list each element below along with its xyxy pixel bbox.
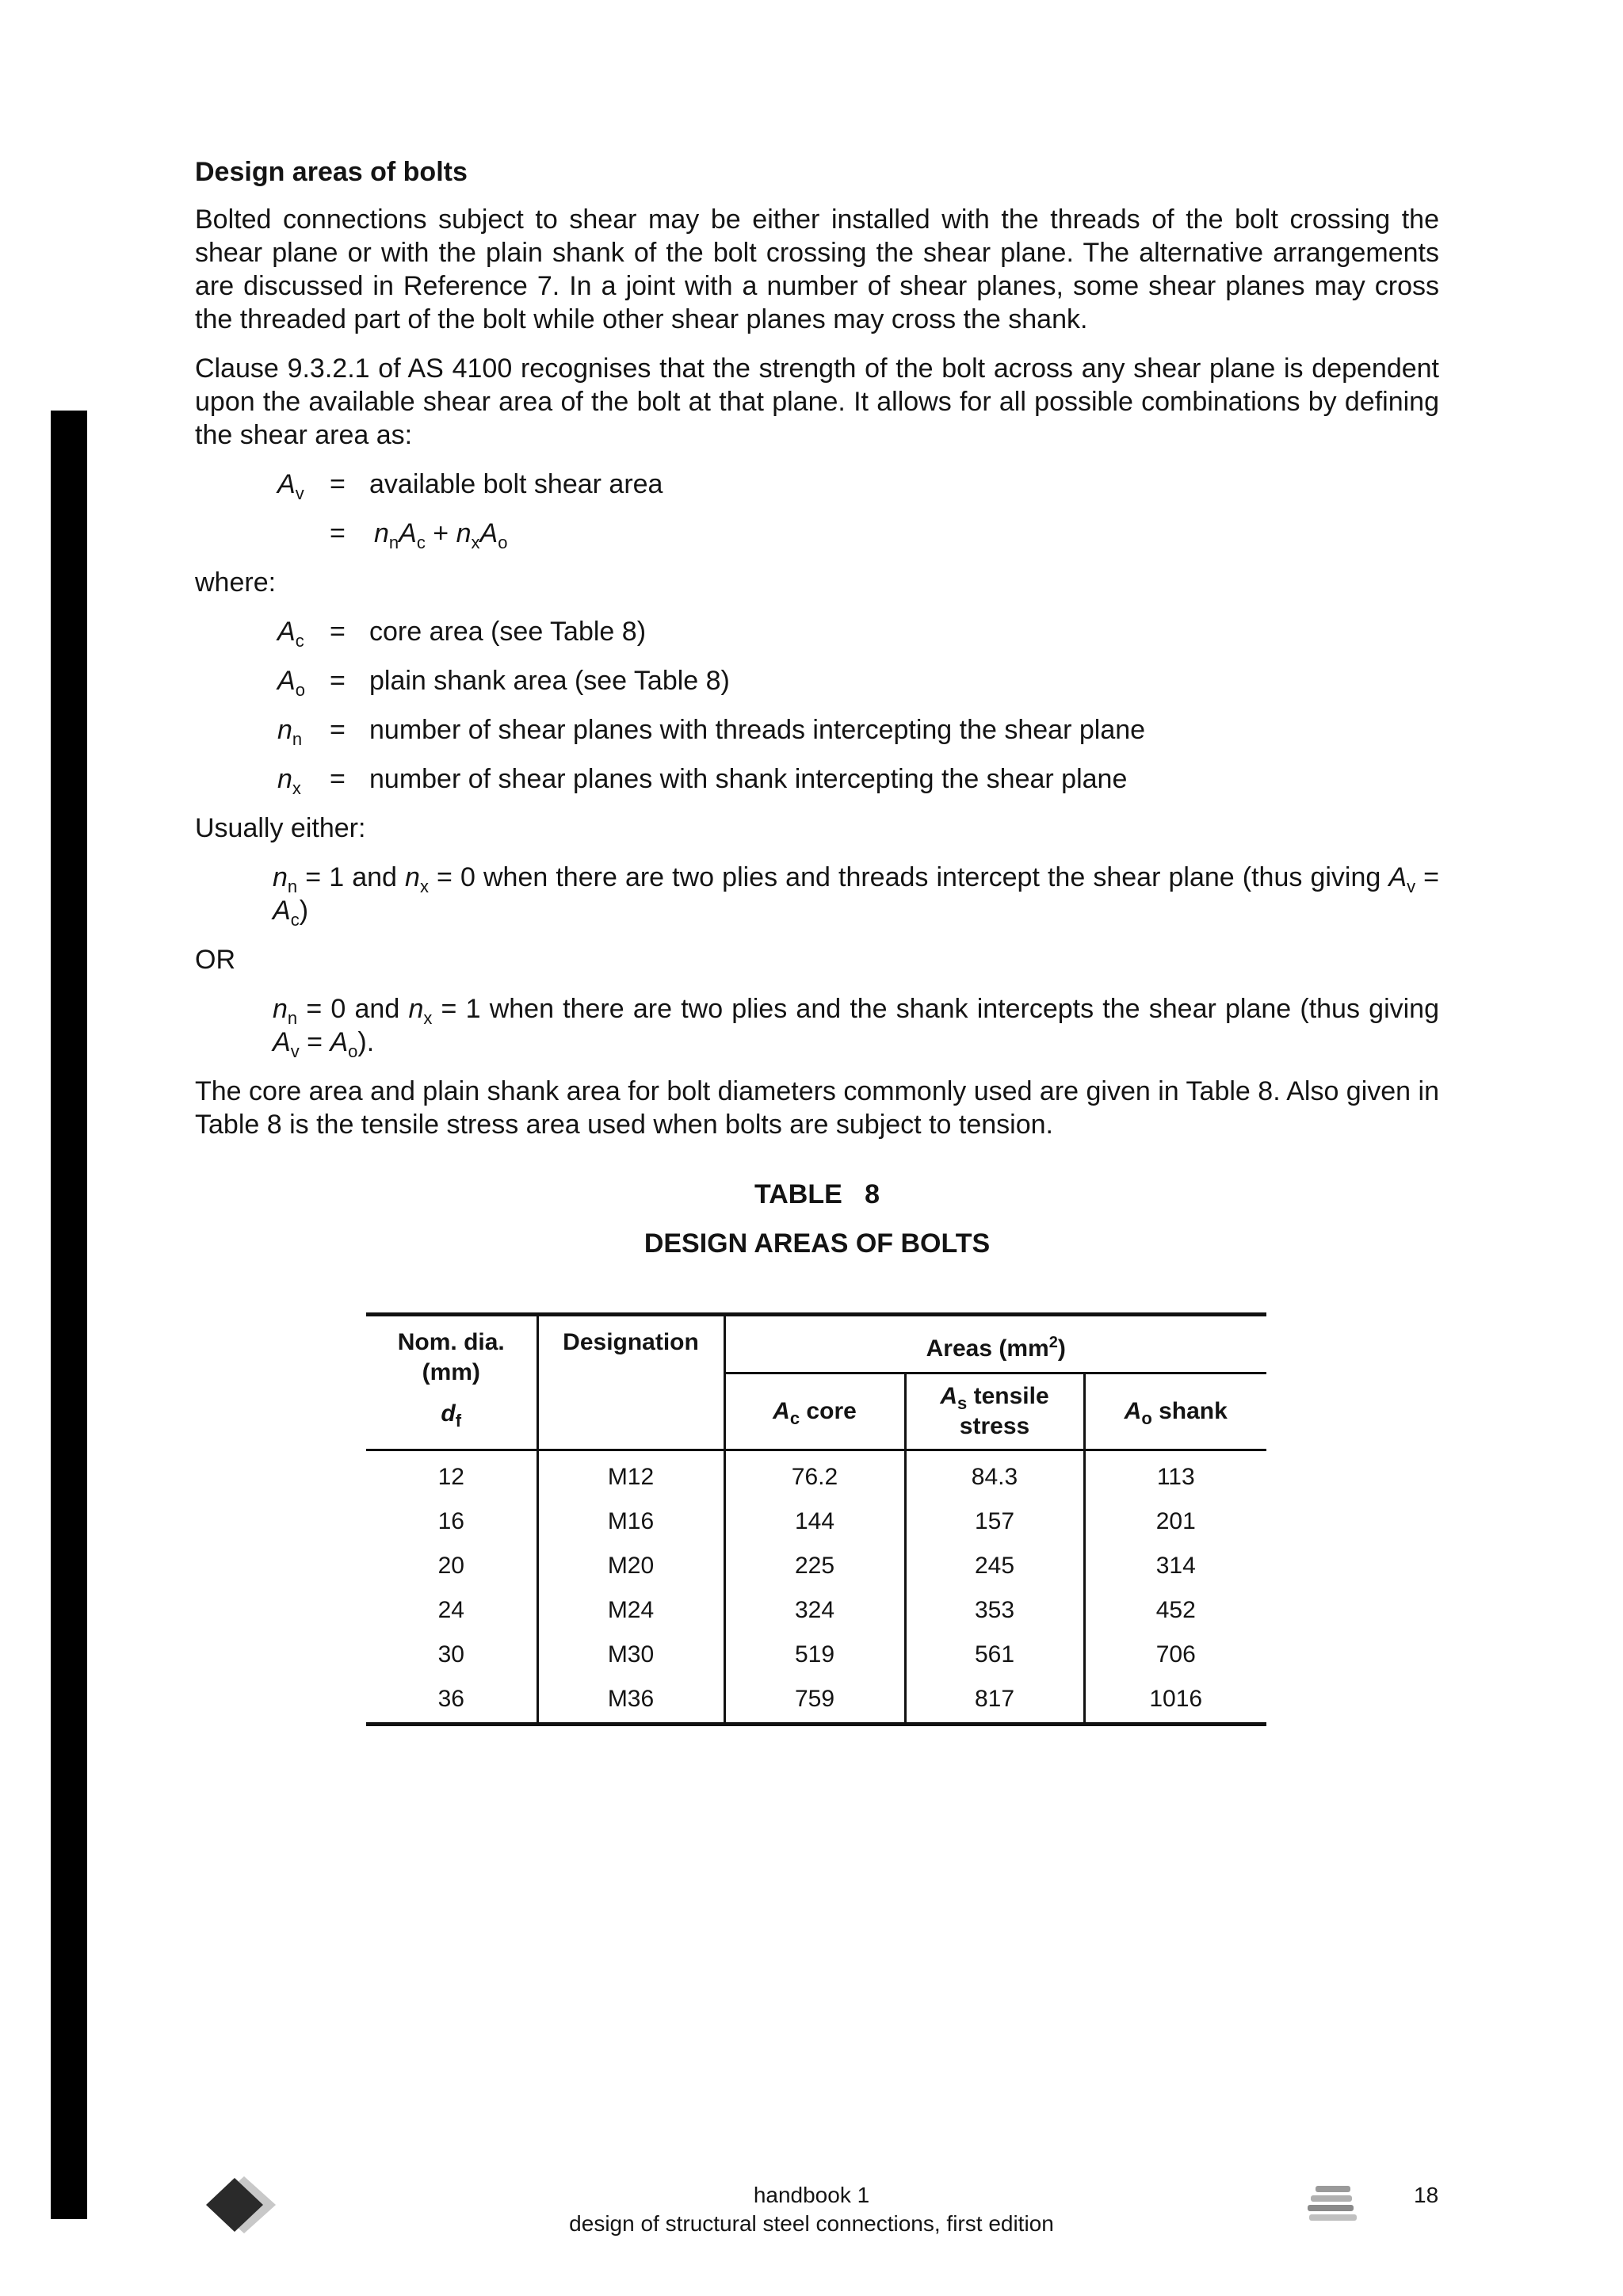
case1-n-sub: n xyxy=(287,876,298,896)
case2-n: n xyxy=(273,994,288,1024)
formula-plus: + xyxy=(425,518,456,548)
cell-core: 324 xyxy=(724,1589,905,1633)
def-text: plain shank area (see Table 8) xyxy=(369,666,730,696)
table-row xyxy=(366,1678,1266,1725)
def-symbol: n xyxy=(277,715,292,745)
cell-core: 759 xyxy=(724,1678,905,1725)
cell-diameter: 16 xyxy=(437,1508,464,1534)
def-row xyxy=(195,664,1439,700)
def-sign: = xyxy=(330,666,346,696)
def-text: core area (see Table 8) xyxy=(369,617,647,647)
formula-t2: A xyxy=(399,518,417,548)
def-text: number of shear planes with shank intercepting the shear plane xyxy=(369,764,1128,794)
def-sign: = xyxy=(330,715,346,745)
cell-shank: 706 xyxy=(1084,1633,1266,1678)
def-subscript: c xyxy=(295,630,304,651)
stacked-plates-icon xyxy=(1304,2181,1360,2229)
cell-shank: 113 xyxy=(1084,1450,1266,1501)
def-subscript: n xyxy=(292,728,303,749)
header-shank-subscript: o xyxy=(1141,1408,1152,1428)
equation-formula xyxy=(195,517,1439,550)
def-sign: = xyxy=(330,764,346,794)
header-designation xyxy=(537,1315,724,1450)
case-2 xyxy=(273,992,1439,1059)
case2-p3: = xyxy=(299,1027,330,1057)
case2-x: n xyxy=(408,994,424,1024)
header-areas xyxy=(724,1315,1266,1373)
case2-p1: = 0 and xyxy=(297,994,409,1024)
margin-bar xyxy=(51,411,87,2219)
formula-t3: n xyxy=(456,518,472,548)
cell-tensile: 157 xyxy=(905,1500,1084,1545)
header-nom-subscript: f xyxy=(455,1411,462,1431)
header-areas-sup: 2 xyxy=(1048,1334,1058,1351)
footer-line1: handbook 1 xyxy=(753,2183,870,2207)
formula-t4: A xyxy=(479,518,498,548)
def-row xyxy=(195,762,1439,796)
def-subscript: o xyxy=(295,679,305,700)
bolt-areas-table xyxy=(366,1312,1266,1726)
footer-line2: design of structural steel connections, first edition xyxy=(569,2211,1054,2236)
formula-s3: x xyxy=(471,532,480,552)
cell-designation: M30 xyxy=(537,1633,724,1678)
header-designation-label: Designation xyxy=(563,1329,699,1355)
header-shank-label: shank xyxy=(1151,1398,1228,1424)
cell-core: 76.2 xyxy=(724,1450,905,1501)
cell-designation: M24 xyxy=(537,1589,724,1633)
cell-core: 519 xyxy=(724,1633,905,1678)
table-title: DESIGN AREAS OF BOLTS xyxy=(643,1228,991,1259)
cell-designation: M16 xyxy=(537,1500,724,1545)
header-nominal-diameter xyxy=(366,1315,537,1450)
table-row xyxy=(366,1633,1266,1678)
cell-core: 144 xyxy=(724,1500,905,1545)
cell-shank: 1016 xyxy=(1084,1678,1266,1725)
paragraph-2: Clause 9.3.2.1 of AS 4100 recognises that the strength of the bolt across any shear plane is dependent upon the available shear area of the bolt at that plane. It allows for all possible combinations by defining the shear area as: xyxy=(195,353,1439,450)
table-row xyxy=(366,1589,1266,1633)
cell-designation: M12 xyxy=(537,1450,724,1501)
def-sign: = xyxy=(330,617,346,647)
def-text: number of shear planes with threads intercepting the shear plane xyxy=(369,715,1146,745)
case2-close: ). xyxy=(357,1027,375,1057)
header-nom-line1: Nom. dia. xyxy=(397,1329,505,1355)
def-symbol: A xyxy=(277,666,296,696)
formula-s4: o xyxy=(498,532,508,552)
cell-diameter: 12 xyxy=(366,1450,537,1501)
page-footer xyxy=(0,2181,1623,2238)
paragraph-3: The core area and plain shank area for bolt diameters commonly used are given in Table 8. Also given in Table 8 is the tensile stress area used when bolts are subject to tension. xyxy=(195,1076,1439,1140)
cell-diameter: 36 xyxy=(366,1678,537,1725)
eq-formula xyxy=(374,517,507,550)
header-areas-label: Areas (mm xyxy=(926,1335,1049,1362)
formula-s2: c xyxy=(416,532,426,552)
section-heading: Design areas of bolts xyxy=(195,157,468,187)
cell-core: 225 xyxy=(724,1545,905,1589)
cell-designation: M36 xyxy=(537,1678,724,1725)
case1-ac-sub: c xyxy=(290,909,300,930)
cell-shank: 201 xyxy=(1084,1500,1266,1545)
header-nom-line2: (mm) xyxy=(422,1359,480,1385)
cell-tensile: 817 xyxy=(905,1678,1084,1725)
cell-tensile: 561 xyxy=(905,1633,1084,1678)
header-tensile-subscript: s xyxy=(957,1393,968,1413)
cell-diameter: 20 xyxy=(437,1553,464,1579)
table-row xyxy=(366,1545,1266,1589)
header-core-symbol: A xyxy=(773,1398,790,1424)
header-shank xyxy=(1084,1373,1266,1450)
case1-x: n xyxy=(405,862,420,892)
case2-av-sub: v xyxy=(290,1041,300,1061)
case1-x-sub: x xyxy=(419,876,429,896)
def-subscript: x xyxy=(292,777,301,798)
cell-diameter: 30 xyxy=(437,1641,464,1668)
def-row xyxy=(195,713,1439,747)
case2-ao: A xyxy=(330,1027,349,1057)
cell-tensile: 84.3 xyxy=(905,1450,1084,1501)
case2-av: A xyxy=(273,1027,291,1057)
usually-label: Usually either: xyxy=(195,813,366,843)
header-shank-symbol: A xyxy=(1124,1398,1142,1424)
page-number: 18 xyxy=(1414,2183,1439,2207)
case1-av-sub: v xyxy=(1407,876,1416,896)
eq-av-text: available bolt shear area xyxy=(369,469,663,499)
cell-tensile: 353 xyxy=(905,1589,1084,1633)
case1-close: ) xyxy=(299,896,309,926)
formula-t1: n xyxy=(374,518,389,548)
table-row xyxy=(366,1450,1266,1501)
case2-x-sub: x xyxy=(423,1007,433,1028)
case1-ac: A xyxy=(273,896,291,926)
case1-n: n xyxy=(273,862,288,892)
header-areas-close: ) xyxy=(1057,1335,1066,1362)
paragraph-1: Bolted connections subject to shear may be either installed with the threads of the bolt crossing the shear plane or with the plain shank of the bolt crossing the shear plane. The alternative arrangements are discussed in Reference 7. In a joint with a number of shear planes, some shear planes may cross the threaded part of the bolt while other shear planes may cross the shank. xyxy=(195,204,1439,334)
header-core-label: core xyxy=(800,1398,857,1424)
table-row xyxy=(366,1500,1266,1545)
formula-s1: n xyxy=(388,532,399,552)
eq-av-symbol: A xyxy=(277,469,296,499)
def-symbol: A xyxy=(277,617,296,647)
case1-p2: = 0 when there are two plies and threads intercept the shear plane (thus giving xyxy=(428,862,1389,892)
header-core xyxy=(724,1373,905,1450)
header-tensile xyxy=(905,1373,1084,1450)
case-1 xyxy=(273,861,1440,930)
eq-formula-sign: = xyxy=(330,518,346,548)
where-label: where: xyxy=(195,567,277,598)
page-content xyxy=(195,155,1439,1260)
cell-designation: M20 xyxy=(537,1545,724,1589)
cell-shank: 314 xyxy=(1084,1545,1266,1589)
cell-shank: 452 xyxy=(1084,1589,1266,1633)
cell-tensile: 245 xyxy=(905,1545,1084,1589)
def-symbol: n xyxy=(277,764,292,794)
def-row xyxy=(195,615,1439,651)
eq-av-subscript: v xyxy=(295,483,304,503)
header-tensile-label: tensile xyxy=(967,1383,1049,1409)
table-number: TABLE 8 xyxy=(754,1179,880,1209)
header-tensile-symbol: A xyxy=(940,1383,958,1409)
case1-p3: = xyxy=(1415,862,1440,892)
header-core-subscript: c xyxy=(789,1408,800,1428)
cell-diameter: 24 xyxy=(437,1597,464,1623)
eq-av-sign: = xyxy=(330,469,346,499)
case1-p1: = 1 and xyxy=(297,862,406,892)
case2-p2: = 1 when there are two plies and the shank intercepts the shear plane (thus giving xyxy=(432,994,1439,1024)
case2-n-sub: n xyxy=(287,1007,298,1028)
case2-ao-sub: o xyxy=(348,1041,358,1061)
header-tensile-label2: stress xyxy=(959,1413,1030,1439)
header-nom-symbol: d xyxy=(441,1400,456,1427)
case1-av: A xyxy=(1388,862,1407,892)
or-label: OR xyxy=(195,945,235,975)
equation-av xyxy=(195,468,1439,501)
